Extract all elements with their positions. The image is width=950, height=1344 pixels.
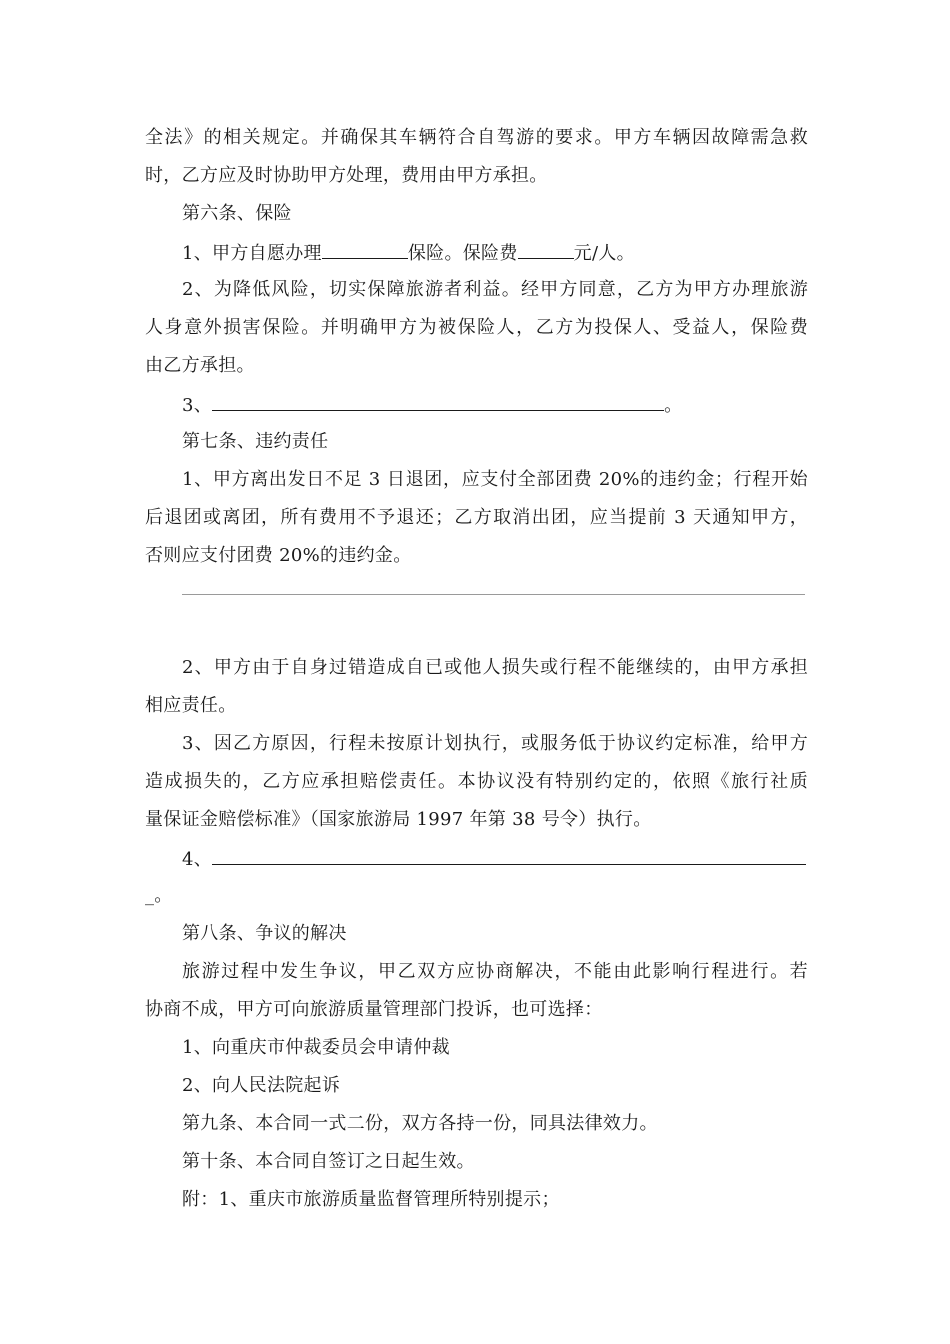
paragraph-line: 造成损失的，乙方应承担赔偿责任。本协议没有特别约定的，依照《旅行社质 xyxy=(145,771,808,792)
list-item: 1、向重庆市仲裁委员会申请仲裁 xyxy=(182,1037,450,1058)
clause-4-blank xyxy=(212,846,806,865)
paragraph-line: 协商不成，甲方可向旅游质量管理部门投诉，也可选择： xyxy=(145,999,603,1020)
liability-clause-4 xyxy=(182,846,806,872)
paragraph-line: _。 xyxy=(145,885,173,906)
paragraph-line: 2、甲方由于自身过错造成自已或他人损失或行程不能继续的，由甲方承担 xyxy=(182,657,808,678)
paragraph-line: 后退团或离团，所有费用不予退还；乙方取消出团，应当提前 3 天通知甲方， xyxy=(145,507,808,528)
paragraph-line: 由乙方承担。 xyxy=(145,355,255,376)
section-heading-effective: 第十条、本合同自签订之日起生效。 xyxy=(182,1151,475,1172)
section-heading-copies: 第九条、本合同一式二份，双方各持一份，同具法律效力。 xyxy=(182,1113,658,1134)
paragraph-line: 人身意外损害保险。并明确甲方为被保险人，乙方为投保人、受益人，保险费 xyxy=(145,317,808,338)
paragraph-line: 1、甲方离出发日不足 3 日退团，应支付全部团费 20%的违约金；行程开始 xyxy=(182,469,808,490)
clause-3-blank xyxy=(212,392,664,411)
clause-text: 1、甲方自愿办理 xyxy=(182,243,322,264)
section-heading-insurance: 第六条、保险 xyxy=(182,203,292,224)
insurance-fee-blank xyxy=(518,240,574,259)
paragraph-line: 量保证金赔偿标准》（国家旅游局 1997 年第 38 号令）执行。 xyxy=(145,809,652,830)
paragraph-line: 否则应支付团费 20%的违约金。 xyxy=(145,545,412,566)
paragraph-line: 相应责任。 xyxy=(145,695,237,716)
insurance-clause-3 xyxy=(182,392,682,418)
paragraph-line: 3、因乙方原因，行程未按原计划执行，或服务低于协议约定标准，给甲方 xyxy=(182,733,808,754)
appendix-line: 附：1、重庆市旅游质量监督管理所特别提示； xyxy=(182,1189,560,1210)
clause-text: 3、 xyxy=(182,395,213,416)
section-heading-liability: 第七条、违约责任 xyxy=(182,431,329,452)
page-divider xyxy=(182,594,805,595)
paragraph-line: 时，乙方应及时协助甲方处理，费用由甲方承担。 xyxy=(145,165,548,186)
clause-text: 保险。保险费 xyxy=(407,243,518,264)
insurance-type-blank xyxy=(322,240,408,259)
list-item: 2、向人民法院起诉 xyxy=(182,1075,341,1096)
clause-text: 。 xyxy=(664,395,683,416)
clause-text: 4、 xyxy=(182,849,213,870)
paragraph-line: 旅游过程中发生争议，甲乙双方应协商解决，不能由此影响行程进行。若 xyxy=(182,961,808,982)
paragraph-line: 2、为降低风险，切实保障旅游者利益。经甲方同意，乙方为甲方办理旅游 xyxy=(182,279,808,300)
clause-text: 元/人。 xyxy=(573,243,635,264)
paragraph-line: 全法》的相关规定。并确保其车辆符合自驾游的要求。甲方车辆因故障需急救 xyxy=(145,127,808,148)
insurance-clause-1 xyxy=(182,240,635,266)
section-heading-dispute: 第八条、争议的解决 xyxy=(182,923,347,944)
